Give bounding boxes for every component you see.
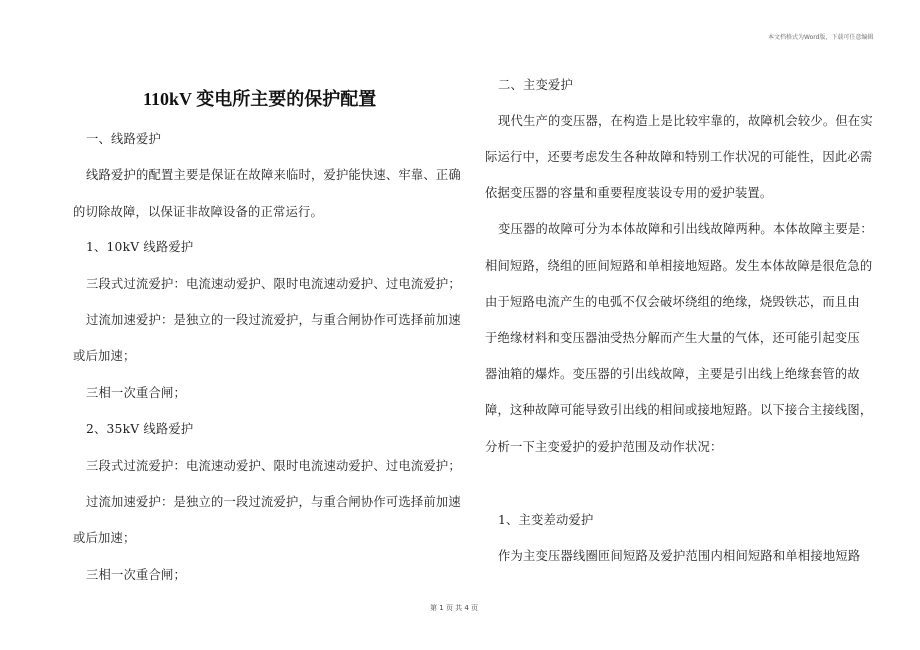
paragraph-line: 或后加速； [73, 531, 136, 545]
section-heading: 二、主变爱护 [498, 78, 573, 92]
paragraph-line: 障，这种故障可能导致引出线的相间或接地短路。以下接合主接线图， [485, 403, 873, 417]
paragraph-line: 三段式过流爱护：电流速动爱护、限时电流速动爱护、过电流爱护； [86, 459, 461, 473]
paragraph-line: 现代生产的变压器，在构造上是比较牢靠的，故障机会较少。但在实 [498, 114, 873, 128]
paragraph-line: 器油箱的爆炸。变压器的引出线故障，主要是引出线上绝缘套管的故 [485, 367, 860, 381]
paragraph-line: 或后加速； [73, 349, 136, 363]
page-footer: 第 1 页 共 4 页 [430, 604, 479, 612]
subsection-heading: 2、35kV 线路爱护 [86, 422, 194, 436]
paragraph-line: 过流加速爱护：是独立的一段过流爱护，与重合闸协作可选择前加速 [86, 313, 461, 327]
paragraph-line: 际运行中，还要考虑发生各种故障和特别工作状况的可能性，因此必需 [485, 150, 873, 164]
paragraph-line: 线路爱护的配置主要是保证在故障来临时，爱护能快速、牢靠、正确 [86, 168, 461, 182]
header-note: 本文档格式为Word版，下载可任意编辑 [768, 34, 874, 41]
page-title: 110kV 变电所主要的保护配置 [143, 89, 377, 109]
paragraph-line: 过流加速爱护：是独立的一段过流爱护，与重合闸协作可选择前加速 [86, 495, 461, 509]
subsection-heading: 1、10kV 线路爱护 [86, 240, 194, 254]
paragraph-line: 由于短路电流产生的电弧不仅会破坏绕组的绝缘，烧毁铁芯，而且由 [485, 295, 860, 309]
paragraph-line: 变压器的故障可分为本体故障和引出线故障两种。本体故障主要是： [498, 222, 873, 236]
paragraph-line: 相间短路，绕组的匝间短路和单相接地短路。发生本体故障是很危急的 [485, 259, 873, 273]
subsection-heading: 1、主变差动爱护 [498, 513, 594, 527]
paragraph-line: 于绝缘材料和变压器油受热分解而产生大量的气体，还可能引起变压 [485, 331, 860, 345]
section-heading: 一、线路爱护 [86, 132, 161, 146]
paragraph-line: 作为主变压器线圈匝间短路及爱护范围内相间短路和单相接地短路 [498, 549, 861, 563]
paragraph-line: 三相一次重合闸； [86, 386, 186, 400]
paragraph-line: 依据变压器的容量和重要程度装设专用的爱护装置。 [485, 186, 773, 200]
paragraph-line: 三相一次重合闸； [86, 568, 186, 582]
paragraph-line: 的切除故障，以保证非故障设备的正常运行。 [73, 205, 323, 219]
paragraph-line: 分析一下主变爱护的爱护范围及动作状况： [485, 440, 723, 454]
paragraph-line: 三段式过流爱护：电流速动爱护、限时电流速动爱护、过电流爱护； [86, 277, 461, 291]
